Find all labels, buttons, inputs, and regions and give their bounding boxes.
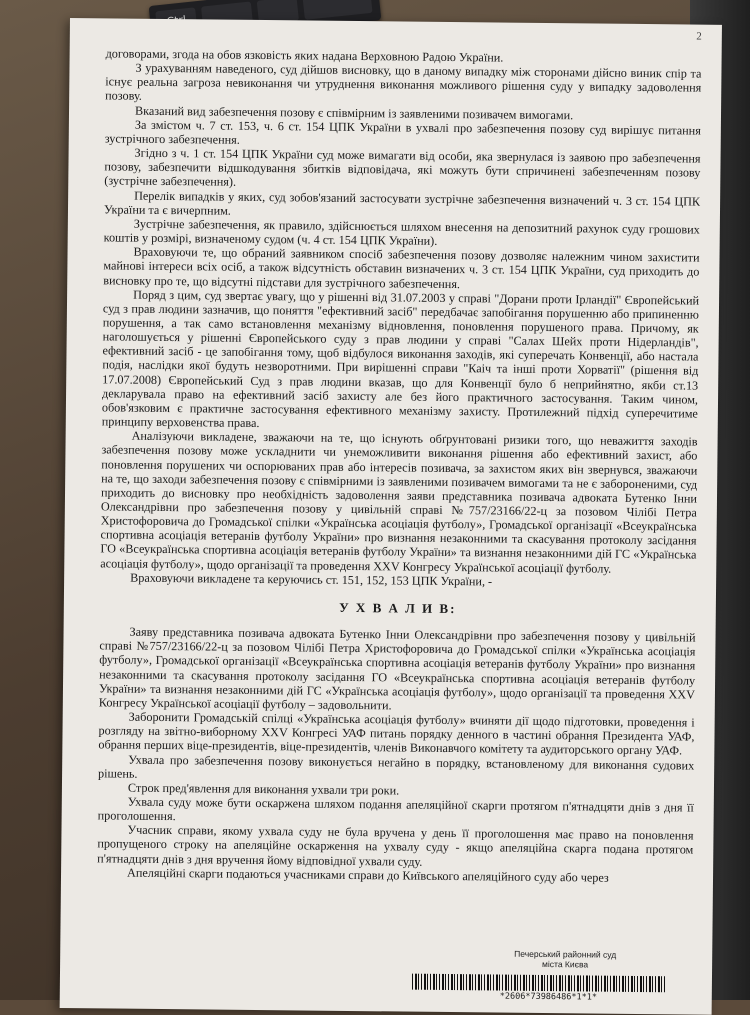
court-ruling-page bbox=[60, 18, 722, 1015]
paragraph: Апеляційні скарги подаються учасниками справи до Київського апеляційного суду або через bbox=[126, 865, 609, 885]
paragraph: Ухвала суду може бути оскаржена шляхом подання апеляційної скарги протягом п'ятнадцяти днів з дня її проголошення. bbox=[97, 794, 694, 824]
paragraph: Заборонити Громадській спілці «Українська асоціація футболу» вчиняти дії щодо підготовки, проведення і розгляду на звітно-виборному XXV Конгресі УАФ питань порядку денного в частині обрання Президента УАФ, обрання перших віце-президентів, віце-президентів, членів Виконавчого комітету та аудиторського органу УАФ. bbox=[98, 709, 695, 758]
paragraph: Строк пред'явлення для виконання ухвали три роки. bbox=[127, 780, 400, 798]
keyboard-key bbox=[302, 0, 372, 20]
paragraph: За змістом ч. 7 ст. 153, ч. 6 ст. 154 ЦПК України в ухвалі про забезпечення позову суд вирішує питання зустрічного забезпечення. bbox=[104, 117, 701, 147]
paragraph: договорами, згода на обов язковість яких надана Верховною Радою України. bbox=[105, 46, 504, 65]
paragraph: Учасник справи, якому ухвала суду не була вручена у день її проголошення має право на поновлення пропущеного строку на апеляційне оскарження на ухвалу суду - якщо апеляційна скарга подана протягом п'ятнадцяти днів з дня вручення йому відповідної ухвали суду. bbox=[97, 822, 694, 869]
paragraph: Враховуючи викладене та керуючись ст. 151, 152, 153 ЦПК України, - bbox=[130, 570, 493, 589]
stamp-line: міста Києва bbox=[542, 958, 589, 970]
paragraph: Ухвала про забезпечення позову виконується негайно в порядку, встановленому для виконання судових рішень. bbox=[98, 752, 695, 781]
paragraph: Поряд з цим, суд звертає увагу, що у рішенні від 31.07.2003 у справі "Дорани проти Ірландії" Європейський суд з прав людини зазначив, що поняття "ефективний засіб" передбачає запобігання порушенню або припиненню порушення, а так само встановлення механізму відновлення, поновлення порушеного права. Причому, як наголошується у рішенні Європейського суду з прав людини у справі "Салах Шейх проти Нідерландів", ефективний засіб - це запобігання тому, щоб відбулося виконання заходів, які суперечать Конвенції, або настала подія, наслідки якої будуть незворотними. При вирішенні справи "Каіч та інші проти Хорватії" (рішення від 17.07.2008) Європейський Суд з прав людини вказав, що для Конвенції було б неприйнятно, якби ст.13 декларувала право на ефективний засіб захисту але без його практичного застосування. Таким чином, обов'язковим є практичне застосування ефективного механізму захисту. Протилежний підхід суперечитиме принципу верховенства права. bbox=[101, 287, 700, 431]
paragraph: Перелік випадків у яких, суд зобов'язаний застосувати зустрічне забезпечення визначений ч. 3 ст. 154 ЦПК України та є вичерпним. bbox=[103, 188, 701, 218]
barcode-text: *2606*73986486*1*1* bbox=[499, 991, 598, 1003]
barcode bbox=[412, 974, 667, 993]
paragraph: Аналізуючи викладене, зважаючи на те, що існують обґрунтовані ризики того, що неважиття заходів забезпечення позову може ускладнити чи унеможливити виконання рішення або ефективний захист, або поновлення порушених чи оспорюваних прав або інтересів позивача, за захистом яких він звернувся, зважаючи на те, що заходи забезпечення позову є співмірними із заявленими позивачем вимогами та не є забороненими, суд приходить до висновку про необхідність задоволення заяви представника позивача адвоката Бутенко Інни Олександрівни про забезпечення позову у цивільній справі №757/23166/22-ц за позовом Чілібі Петра Христофоровича до Громадської спілки «Українська асоціація футболу», Громадської організації «Всеукраїнська спортивна асоціація ветеранів футболу України» про визнання незаконними та скасування протоколу засідання ГО «Всеукраїнська спортивна асоціація ветеранів футболу України» та визнання незаконними дій ГС «Українська асоціація футболу», щодо організації та проведення XXV Конгресу Української асоціації футболу. bbox=[100, 428, 698, 576]
paragraph: Зустрічне забезпечення, як правило, здійснюється шляхом внесення на депозитний рахунок суду грошових коштів у розмірі, визначеному судом (ч. 4 ст. 154 ЦПК України). bbox=[103, 216, 700, 248]
paragraph: З урахуванням наведеного, суд дійшов висновку, що в даному випадку між сторонами дійсно виник спір та існує реальна загроза невиконання чи утруднення виконання можливого рішення суду у випадку задоволення позову. bbox=[105, 60, 702, 104]
page-number: 2 bbox=[696, 30, 702, 43]
paragraph: Заяву представника позивача адвоката Бутенко Інни Олександрівни про забезпечення позову у цивільній справі №757/23166/22-ц за позовом Чілібі Петра Христофоровича до Громадської спілки «Українська асоціація футболу», Громадської організації «Всеукраїнська спортивна асоціація ветеранів футболу України» про визнання незаконними та скасування протоколу засідання ГО «Всеукраїнська спортивна асоціація ветеранів футболу України» та визнання незаконними дій ГС «Українська асоціація футболу», щодо організації та проведення XXV Конгресу Української асоціації футболу – задовольнити. bbox=[98, 624, 696, 713]
paragraph: Вказаний вид забезпечення позову є співмірним із заявленими позивачем вимогами. bbox=[134, 103, 574, 122]
document-body bbox=[97, 46, 702, 885]
paragraph: Згідно з ч. 1 ст. 154 ЦПК України суд може вимагати від особи, яка звернулася із заявою про забезпечення позову, забезпечити відшкодування збитків відповідача, які можуть бути спричинені забезпеченням позову (зустрічне забезпечення). bbox=[104, 145, 701, 190]
court-stamp bbox=[470, 948, 660, 970]
paragraph: Враховуючи те, що обраний заявником спосіб забезпечення позову дозволяє належним чином захистити майнові інтереси всіх осіб, а також відсутність обставин визначених ч. 3 ст. 154 ЦПК України, суд приходить до висновку про те, що відсутні підстави для зустрічного забезпечення. bbox=[103, 244, 700, 291]
stamp-line: Печерський районний суд bbox=[514, 948, 617, 960]
ruling-heading: У Х В А Л И В: bbox=[339, 599, 457, 617]
